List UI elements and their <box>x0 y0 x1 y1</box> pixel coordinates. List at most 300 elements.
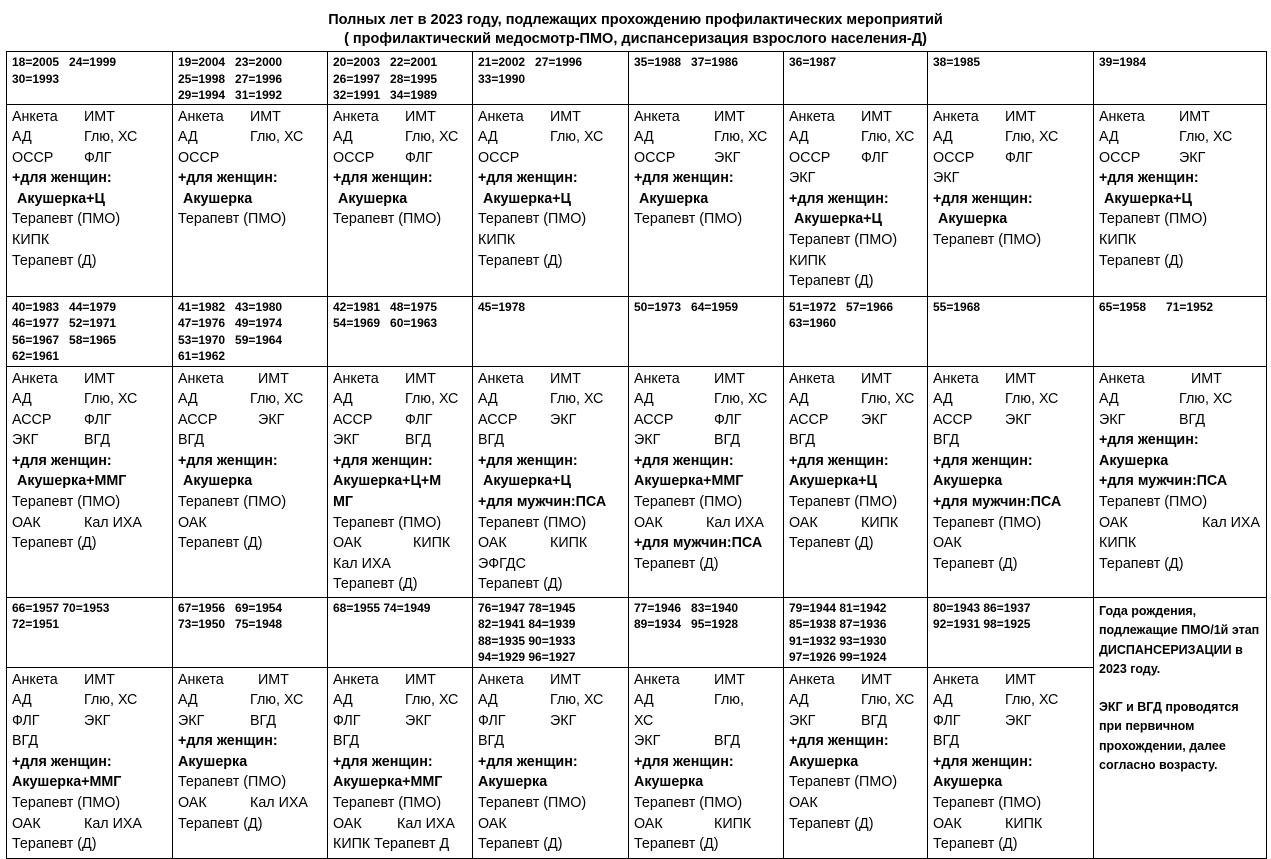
exam-item: +для женщин: <box>333 452 433 469</box>
exam-item: Акушерка <box>639 190 709 207</box>
exam-item: Терапевт (Д) <box>478 576 563 593</box>
exam-item: КИПК <box>789 252 827 269</box>
exam-cell <box>473 667 629 858</box>
year-pairs: 32=1991 34=1989 <box>333 88 438 102</box>
exam-cell <box>928 366 1094 597</box>
year-pairs: 82=1941 84=1939 <box>478 617 576 631</box>
exam-item: Терапевт (ПМО) <box>12 211 121 228</box>
exam-item: Терапевт (Д) <box>789 535 874 552</box>
exam-cell <box>7 366 173 597</box>
exam-item: КИПК <box>12 232 50 249</box>
exam-item: Глю, ХС <box>1179 391 1233 408</box>
exam-item: Анкета <box>333 370 379 387</box>
exam-pair <box>933 107 1089 128</box>
exam-item: ФЛГ <box>84 149 112 166</box>
exam-item: +для женщин: <box>333 753 433 770</box>
exam-pair <box>634 670 779 691</box>
exam-item: АД <box>333 129 353 146</box>
year-pairs: 73=1950 75=1948 <box>178 617 283 631</box>
exam-item: Терапевт (Д) <box>178 535 263 552</box>
exam-pair <box>634 430 779 451</box>
exam-item: +для женщин: <box>12 170 112 187</box>
exam-pair <box>634 690 779 711</box>
exam-pair <box>634 814 779 835</box>
year-pairs: 77=1946 83=1940 <box>634 600 739 615</box>
year-pairs: 35=1988 37=1986 <box>634 55 739 69</box>
years-cell <box>1094 52 1267 105</box>
exam-pair <box>333 369 468 390</box>
years-cell <box>173 296 328 366</box>
exam-item: ОССР <box>789 149 831 166</box>
exam-pair <box>178 670 323 691</box>
exam-item: Анкета <box>634 108 680 125</box>
exam-item: АССР <box>478 411 518 428</box>
exam-item: Терапевт (Д) <box>333 576 418 593</box>
exam-pair <box>634 389 779 410</box>
year-pairs: 76=1947 78=1945 <box>478 600 576 615</box>
exam-item: Терапевт (ПМО) <box>1099 211 1208 228</box>
exam-pair <box>333 148 468 169</box>
exam-pair <box>12 670 168 691</box>
exam-item: АД <box>333 391 353 408</box>
exam-item: ОАК <box>1099 514 1128 531</box>
exam-pair <box>1099 107 1262 128</box>
exam-pair <box>789 369 923 390</box>
exam-item: АД <box>478 692 498 709</box>
exam-item: Глю, ХС <box>550 692 604 709</box>
year-pairs: 56=1967 58=1965 <box>12 332 117 347</box>
year-pairs: 53=1970 59=1964 <box>178 332 283 347</box>
year-pairs: 92=1931 98=1925 <box>933 617 1031 631</box>
exam-item: Терапевт (Д) <box>933 555 1018 572</box>
exam-item: ИМТ <box>714 370 745 387</box>
exam-item: ЭКГ <box>258 411 285 428</box>
exam-pair <box>333 127 468 148</box>
exam-pair <box>789 389 923 410</box>
exam-item: Кал ИХА <box>397 815 455 832</box>
exam-item: ВГД <box>714 733 741 750</box>
years-cell <box>629 52 784 105</box>
exam-item: Акушерка <box>1099 452 1169 469</box>
exam-pair <box>933 711 1089 732</box>
exam-item: Глю, ХС <box>250 129 304 146</box>
exam-item: ВГД <box>333 733 360 750</box>
exam-item: ХС <box>634 712 654 729</box>
exam-item: ОАК <box>478 815 507 832</box>
exam-pair <box>333 430 468 451</box>
exam-item: Терапевт (ПМО) <box>12 494 121 511</box>
exam-item: ВГД <box>861 712 888 729</box>
years-cell <box>1094 296 1267 366</box>
exam-pair <box>333 107 468 128</box>
exam-item: +для женщин: <box>933 452 1033 469</box>
exam-pair <box>333 690 468 711</box>
year-pairs: 85=1938 87=1936 <box>789 617 887 631</box>
exam-cell <box>173 366 328 597</box>
years-cell <box>928 52 1094 105</box>
exam-item: Акушерка+Ц <box>789 473 877 490</box>
exam-item: АД <box>12 391 32 408</box>
years-cell <box>7 296 173 366</box>
exam-item: Глю, ХС <box>250 692 304 709</box>
year-pairs: 40=1983 44=1979 <box>12 299 117 314</box>
exam-item: АД <box>789 692 809 709</box>
exam-item: Глю, ХС <box>1005 692 1059 709</box>
exam-item: Терапевт (Д) <box>12 836 97 853</box>
exam-item: ИМТ <box>1179 108 1210 125</box>
exam-cell <box>1094 104 1267 296</box>
year-pairs: 36=1987 <box>789 55 837 69</box>
exam-item: Глю, ХС <box>84 391 138 408</box>
exam-item: ФЛГ <box>405 411 433 428</box>
exam-item: ЭКГ <box>789 170 816 187</box>
year-pairs: 39=1984 <box>1099 55 1147 69</box>
exam-item: +для женщин: <box>333 170 433 187</box>
exam-cell <box>173 104 328 296</box>
exam-item: ВГД <box>933 432 960 449</box>
exam-item: Терапевт (Д) <box>12 535 97 552</box>
exam-item: КИПК <box>550 535 588 552</box>
exam-cell <box>629 366 784 597</box>
exam-item: ОАК <box>333 815 362 832</box>
exam-item: Терапевт (ПМО) <box>478 514 587 531</box>
exam-item: Акушерка <box>933 473 1003 490</box>
year-pairs: 61=1962 <box>178 349 226 363</box>
exam-item: Акушерка <box>338 190 408 207</box>
exam-item: Глю, ХС <box>861 692 915 709</box>
years-cell <box>784 52 928 105</box>
exam-item: ОАК <box>789 795 818 812</box>
exam-pair <box>634 148 779 169</box>
year-pairs: 65=1958 71=1952 <box>1099 299 1214 314</box>
exam-item: Глю, ХС <box>861 391 915 408</box>
year-pairs: 63=1960 <box>789 316 837 330</box>
exam-item: +для женщин: <box>12 753 112 770</box>
years-cell <box>473 597 629 667</box>
exam-item: ИМТ <box>84 370 115 387</box>
exam-item: Терапевт (ПМО) <box>933 795 1042 812</box>
exam-item: Терапевт (ПМО) <box>178 211 287 228</box>
exam-item: Кал ИХА <box>333 555 391 572</box>
exam-item: ВГД <box>1179 411 1206 428</box>
exam-item: Терапевт (ПМО) <box>789 494 898 511</box>
year-pairs: 33=1990 <box>478 71 526 86</box>
years-cell <box>328 296 473 366</box>
exam-pair <box>634 410 779 431</box>
exam-item: АССР <box>333 411 373 428</box>
exam-item: ОССР <box>933 149 975 166</box>
exam-pair <box>12 389 168 410</box>
years-cell <box>473 296 629 366</box>
exam-item: ИМТ <box>714 671 745 688</box>
exam-item: Анкета <box>478 108 524 125</box>
exam-item: АД <box>478 129 498 146</box>
exam-item: Акушерка <box>178 753 248 770</box>
exam-pair <box>12 107 168 128</box>
exam-cell <box>784 667 928 858</box>
exam-item: Акушерка <box>478 774 548 791</box>
exam-item: ЭКГ <box>1005 411 1032 428</box>
exam-item: ИМТ <box>405 108 436 125</box>
exam-item: ЭКГ <box>861 411 888 428</box>
year-pairs: 25=1998 27=1996 <box>178 71 283 86</box>
exam-item: Акушерка+Ц <box>483 190 571 207</box>
year-pairs: 67=1956 69=1954 <box>178 600 283 615</box>
year-pairs: 18=2005 24=1999 <box>12 55 117 69</box>
exam-item: Терапевт (Д) <box>478 836 563 853</box>
exam-item: АД <box>1099 391 1119 408</box>
exam-item: ВГД <box>478 733 505 750</box>
exam-item: АД <box>634 129 654 146</box>
exam-item: Терапевт (Д) <box>933 836 1018 853</box>
exam-cell <box>328 667 473 858</box>
exam-cell <box>928 667 1094 858</box>
exam-item: АД <box>634 391 654 408</box>
exam-cell <box>7 667 173 858</box>
exam-item: ОССР <box>333 149 375 166</box>
exam-item: Анкета <box>789 108 835 125</box>
exam-item: Глю, ХС <box>861 129 915 146</box>
exam-pair <box>933 670 1089 691</box>
exam-pair <box>1099 127 1262 148</box>
exam-item: Глю, ХС <box>84 692 138 709</box>
exam-item: АД <box>789 391 809 408</box>
exam-item: ВГД <box>405 432 432 449</box>
exam-item: АД <box>933 391 953 408</box>
exam-item: +для мужчин:ПСА <box>1099 473 1228 490</box>
exam-pair <box>12 430 168 451</box>
exam-item: ЭКГ <box>1099 411 1126 428</box>
exam-item: КИПК <box>714 815 752 832</box>
exam-item: ИМТ <box>250 108 281 125</box>
year-pairs: 89=1934 95=1928 <box>634 617 739 631</box>
exam-item: ФЛГ <box>861 149 889 166</box>
exam-item: Терапевт (Д) <box>178 815 263 832</box>
years-cell <box>328 52 473 105</box>
year-pairs: 42=1981 48=1975 <box>333 299 438 314</box>
exam-item: Анкета <box>178 671 224 688</box>
exam-item: Анкета <box>634 370 680 387</box>
exam-item: Терапевт (Д) <box>634 555 719 572</box>
exam-item: Терапевт (ПМО) <box>478 211 587 228</box>
exam-pair <box>12 711 168 732</box>
year-pairs: 51=1972 57=1966 <box>789 299 894 314</box>
exam-pair <box>178 369 323 390</box>
exam-pair <box>933 814 1089 835</box>
exam-cell <box>328 366 473 597</box>
exam-item: +для женщин: <box>634 452 734 469</box>
year-pairs: 30=1993 <box>12 71 60 86</box>
years-cell <box>629 597 784 667</box>
exam-item: +для мужчин:ПСА <box>634 535 763 552</box>
exam-item: ЭФГДС <box>478 555 526 572</box>
exam-item: АД <box>178 129 198 146</box>
exam-item: ВГД <box>789 432 816 449</box>
exam-item: Глю, ХС <box>250 391 304 408</box>
exam-item: ОАК <box>789 514 818 531</box>
exam-pair <box>478 533 624 554</box>
exam-item: АД <box>12 692 32 709</box>
exam-pair <box>634 513 779 534</box>
exam-item: Кал ИХА <box>250 795 308 812</box>
exam-item: Терапевт (ПМО) <box>634 494 743 511</box>
year-pairs: 41=1982 43=1980 <box>178 299 283 314</box>
exam-item: Анкета <box>933 370 979 387</box>
exam-item: КИПК <box>861 514 899 531</box>
exam-item: Глю, ХС <box>714 129 768 146</box>
exam-item: Терапевт (ПМО) <box>333 795 442 812</box>
exam-item: ИМТ <box>1005 370 1036 387</box>
exam-pair <box>478 690 624 711</box>
exam-item: ФЛГ <box>333 712 361 729</box>
exam-pair <box>478 711 624 732</box>
exam-item: Акушерка+ММГ <box>17 473 127 490</box>
exam-item: ИМТ <box>84 108 115 125</box>
exam-pair <box>478 389 624 410</box>
exam-item: +для женщин: <box>933 190 1033 207</box>
exam-item: Анкета <box>178 108 224 125</box>
exam-item: Терапевт (ПМО) <box>933 232 1042 249</box>
exam-pair <box>333 711 468 732</box>
exam-item: +для женщин: <box>178 170 278 187</box>
exam-pair <box>178 389 323 410</box>
exam-item: ИМТ <box>258 671 289 688</box>
exam-item: АД <box>933 129 953 146</box>
exam-item: Терапевт (ПМО) <box>178 774 287 791</box>
exam-item: Анкета <box>789 370 835 387</box>
exam-item: ОАК <box>634 514 663 531</box>
exam-cell <box>1094 366 1267 597</box>
exam-item: Акушерка+ММГ <box>634 473 744 490</box>
year-pairs: 19=2004 23=2000 <box>178 55 283 69</box>
exam-item: ОАК <box>333 535 362 552</box>
exam-item: Глю, ХС <box>84 129 138 146</box>
years-cell <box>928 296 1094 366</box>
years-cell <box>928 597 1094 667</box>
exam-pair <box>933 127 1089 148</box>
exam-item: Терапевт (ПМО) <box>789 774 898 791</box>
years-cell <box>328 597 473 667</box>
exam-item: ИМТ <box>550 671 581 688</box>
exam-item: Кал ИХА <box>706 514 764 531</box>
exam-cell <box>784 104 928 296</box>
exam-item: ОАК <box>12 514 41 531</box>
exam-pair <box>634 127 779 148</box>
exam-item: ОАК <box>12 815 41 832</box>
exam-item: ИМТ <box>550 370 581 387</box>
exam-pair <box>789 690 923 711</box>
exam-item: Терапевт (Д) <box>789 273 874 290</box>
exam-item: ОССР <box>634 149 676 166</box>
exam-item: +для женщин: <box>1099 170 1199 187</box>
exam-item: ЭКГ <box>1005 712 1032 729</box>
exam-item: КИПК <box>1099 232 1137 249</box>
exam-item: Акушерка+Ц <box>794 211 882 228</box>
exam-pair <box>12 148 168 169</box>
exam-item: Терапевт (Д) <box>634 836 719 853</box>
exam-item: Кал ИХА <box>84 815 142 832</box>
exam-cell <box>629 667 784 858</box>
exam-item: ФЛГ <box>84 411 112 428</box>
exam-item: Терапевт (ПМО) <box>478 795 587 812</box>
exam-item: ВГД <box>250 712 277 729</box>
year-pairs: 50=1973 64=1959 <box>634 299 739 314</box>
exam-item: ИМТ <box>1005 671 1036 688</box>
exam-item: Анкета <box>333 108 379 125</box>
exam-item: Акушерка+Ц <box>1104 190 1192 207</box>
exam-item: +для мужчин:ПСА <box>933 494 1062 511</box>
exam-pair <box>789 711 923 732</box>
exam-item: Терапевт (Д) <box>1099 252 1184 269</box>
exam-item: Анкета <box>634 671 680 688</box>
exam-pair <box>933 148 1089 169</box>
exam-pair <box>634 107 779 128</box>
exam-pair <box>12 690 168 711</box>
exam-item: Акушерка+ММГ <box>12 774 122 791</box>
exam-pair <box>634 369 779 390</box>
exam-item: АД <box>178 692 198 709</box>
year-pairs: 88=1935 90=1933 <box>478 633 576 648</box>
exam-item: АД <box>478 391 498 408</box>
exam-item: ОССР <box>12 149 54 166</box>
exam-item: АССР <box>789 411 829 428</box>
exam-pair <box>1099 513 1262 534</box>
exam-item: ОАК <box>178 514 207 531</box>
exam-item: АД <box>333 692 353 709</box>
exam-item: ЭКГ <box>714 149 741 166</box>
exam-item: ВГД <box>12 733 39 750</box>
exam-item: ОАК <box>478 535 507 552</box>
exam-item: МГ <box>333 494 354 511</box>
exam-item: Анкета <box>12 671 58 688</box>
exam-item: Акушерка <box>183 473 253 490</box>
exam-cell <box>473 104 629 296</box>
exam-item: ЭКГ <box>550 712 577 729</box>
exam-item: +для женщин: <box>478 452 578 469</box>
exam-item: ФЛГ <box>933 712 961 729</box>
exam-item: ЭКГ <box>789 712 816 729</box>
exam-pair <box>12 127 168 148</box>
exam-item: КИПК <box>413 535 451 552</box>
year-pairs: 91=1932 93=1930 <box>789 633 887 648</box>
exam-item: Терапевт (Д) <box>1099 555 1184 572</box>
exam-item: Акушерка <box>938 211 1008 228</box>
exam-item: Терапевт (ПМО) <box>1099 494 1208 511</box>
year-pairs: 94=1929 96=1927 <box>478 650 576 664</box>
exam-pair <box>178 711 323 732</box>
exam-pair <box>333 410 468 431</box>
exam-item: Глю, ХС <box>1005 391 1059 408</box>
exam-item: АССР <box>178 411 218 428</box>
exam-pair <box>478 410 624 431</box>
year-pairs: 62=1961 <box>12 349 60 363</box>
exam-item: ИМТ <box>405 671 436 688</box>
exam-item: Глю, ХС <box>1179 129 1233 146</box>
exam-item: Акушерка+Ц <box>17 190 105 207</box>
exam-item: Терапевт (ПМО) <box>933 514 1042 531</box>
exam-item: ОАК <box>933 535 962 552</box>
exam-item: АД <box>634 692 654 709</box>
exam-cell <box>328 104 473 296</box>
exam-item: Терапевт (ПМО) <box>178 494 287 511</box>
years-cell <box>173 52 328 105</box>
exam-item: ОССР <box>1099 149 1141 166</box>
exam-item: ОАК <box>634 815 663 832</box>
exam-item: Терапевт (ПМО) <box>333 211 442 228</box>
exam-item: ИМТ <box>550 108 581 125</box>
exam-item: АД <box>789 129 809 146</box>
years-cell <box>784 296 928 366</box>
